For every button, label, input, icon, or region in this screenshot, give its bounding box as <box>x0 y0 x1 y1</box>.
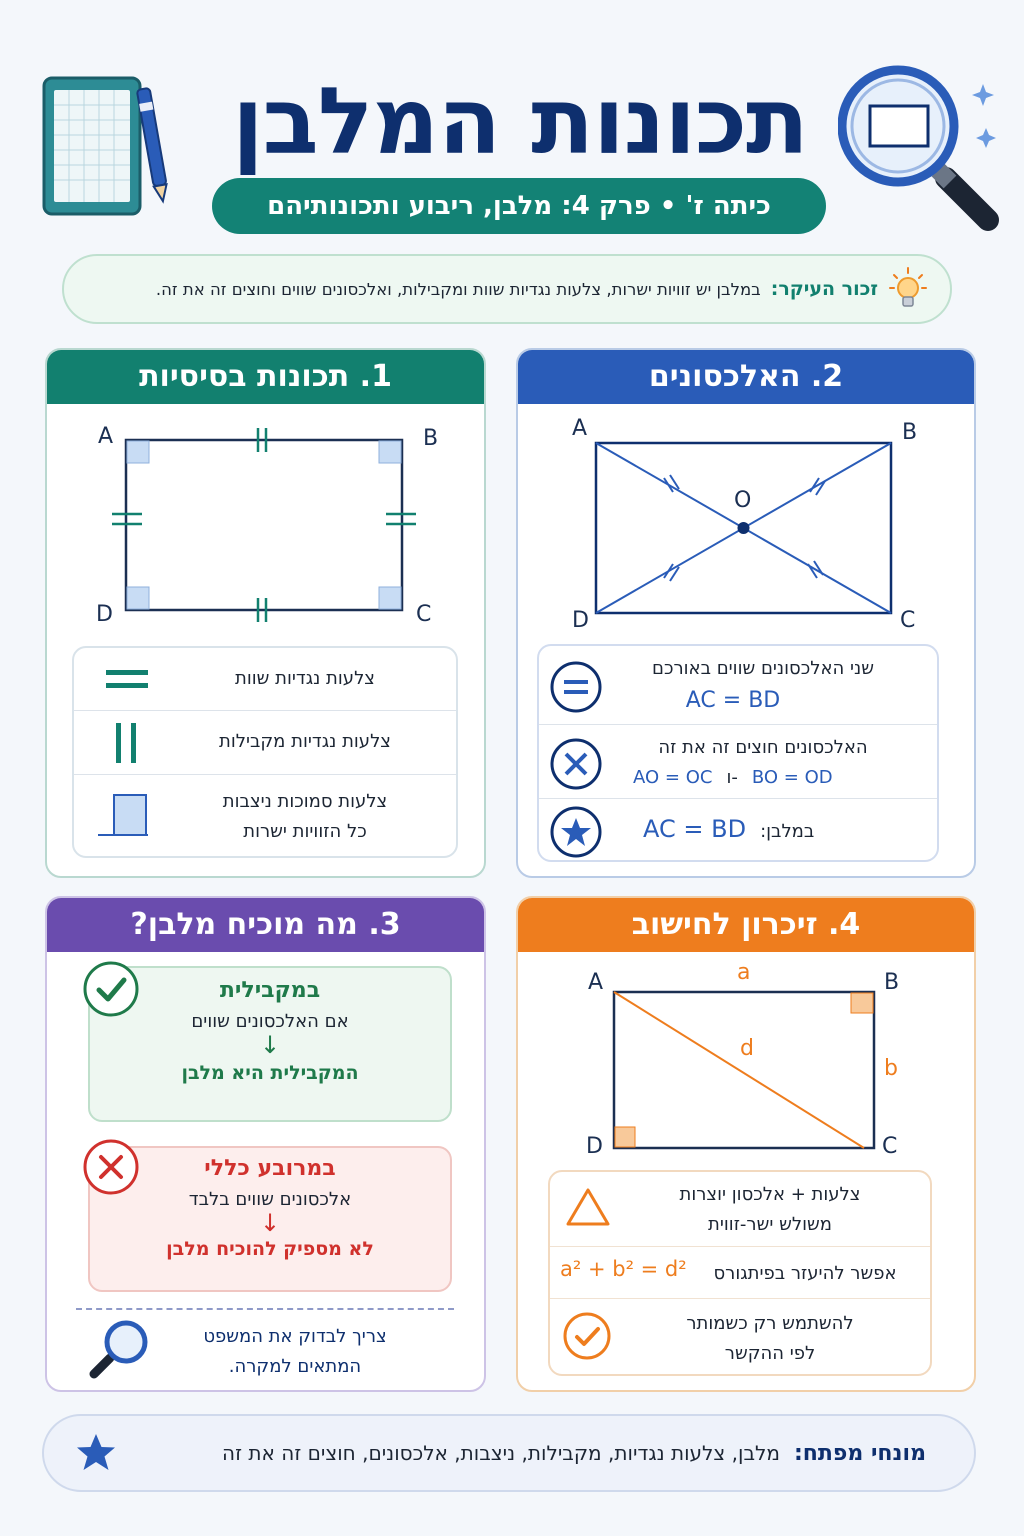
vertex-d: D <box>96 602 113 627</box>
diagonals-list <box>537 644 939 862</box>
vertex-d: D <box>586 1134 603 1159</box>
vertex-o: O <box>734 488 752 513</box>
star-icon <box>74 1432 118 1474</box>
basic-properties-list <box>72 646 458 858</box>
side-a-label: a <box>737 960 751 985</box>
proof-note: צריך לבדוק את המשפט המתאים למקרה. <box>203 1326 387 1377</box>
card-title: 1. תכונות בסיסיות <box>47 350 484 404</box>
list-item <box>539 798 937 862</box>
list-item: שני האלכסונים שווים באורכם AC = BD <box>539 646 937 724</box>
vertex-c: C <box>882 1134 898 1159</box>
right-angle-icon <box>96 793 152 841</box>
vertex-a: A <box>588 970 604 995</box>
key-terms-label: מונחי מפתח: <box>793 1440 926 1466</box>
parallel-lines-icon <box>112 721 142 765</box>
rectangle-diagram <box>90 420 450 635</box>
diagonals-diagram <box>570 420 920 635</box>
list-item: האלכסונים חוצים זה את זה AO = OC ו- BO = OD <box>539 724 937 798</box>
star-circle-icon <box>549 805 603 859</box>
vertex-b: B <box>423 426 439 451</box>
general-quadrilateral-box: במרובע כללי אלכסונים שווים בלבד ↓ לא מספיק להוכיח מלבן <box>88 1146 452 1292</box>
parallelogram-box: במקבילית אם האלכסונים שווים ↓ המקבילית היא מלבן <box>88 966 452 1122</box>
list-item: צלעות נגדיות שוות <box>74 648 456 710</box>
arrow-down-icon: ↓ <box>259 1031 281 1059</box>
page-title: תכונות המלבן <box>232 68 808 175</box>
remember-text: במלבן יש זוויות ישרות, צלעות נגדיות שוות ומקבילות, ואלכסונים שווים וחוצים זה את זה. <box>155 279 761 299</box>
remember-label: זכור העיקר: <box>770 278 878 300</box>
vertex-b: B <box>902 420 918 445</box>
equal-sign-icon <box>104 668 150 692</box>
triangle-icon <box>564 1186 612 1228</box>
remember-banner <box>62 254 952 324</box>
pythagoras-diagram <box>600 980 890 1155</box>
list-item: צלעות + אלכסון יוצרות משולש ישר-זווית <box>550 1172 930 1246</box>
cross-circle-icon <box>549 737 603 791</box>
pythagoras-formula: a² + b² = d² <box>560 1257 687 1281</box>
list-item: צלעות נגדיות מקבילות <box>74 710 456 774</box>
card-title: 4. זיכרון לחישוב <box>518 898 974 952</box>
key-terms-text: מלבן, צלעות נגדיות, מקבילות, ניצבות, אלכסונים, חוצים זה את זה <box>222 1441 780 1465</box>
list-item: a² + b² = d² אפשר להיעזר בפיתגורס <box>550 1246 930 1298</box>
divider <box>76 1308 454 1310</box>
vertex-d: D <box>572 608 589 633</box>
equal-circle-icon <box>549 660 603 714</box>
key-terms-banner <box>42 1414 976 1492</box>
calculation-list <box>548 1170 932 1376</box>
vertex-c: C <box>416 602 432 627</box>
list-item: להשתמש רק כשמותר לפי ההקשר <box>550 1298 930 1376</box>
vertex-a: A <box>98 424 114 449</box>
list-item: צלעות סמוכות ניצבות כל הזוויות ישרות <box>74 774 456 858</box>
lightbulb-icon <box>888 266 928 312</box>
formula-line: AC = BD במלבן: <box>643 815 815 843</box>
magnifier-small-icon <box>84 1316 154 1384</box>
tablet-pen-icon <box>38 72 173 222</box>
card-title: 2. האלכסונים <box>518 350 974 404</box>
arrow-down-icon: ↓ <box>259 1209 281 1237</box>
diagonal-d-label: d <box>740 1036 754 1061</box>
check-circle-icon <box>82 960 140 1018</box>
x-circle-icon <box>82 1138 140 1196</box>
vertex-a: A <box>572 416 588 441</box>
card-title: 3. מה מוכיח מלבן? <box>47 898 484 952</box>
vertex-b: B <box>884 970 900 995</box>
vertex-c: C <box>900 608 916 633</box>
check-circle-icon <box>562 1311 612 1361</box>
formula-line: AO = OC ו- BO = OD <box>633 767 833 788</box>
magnifier-icon <box>838 60 1018 240</box>
subtitle-pill: כיתה ז' • פרק 4: מלבן, ריבוע ותכונותיהם <box>212 178 826 234</box>
side-b-label: b <box>884 1056 898 1081</box>
